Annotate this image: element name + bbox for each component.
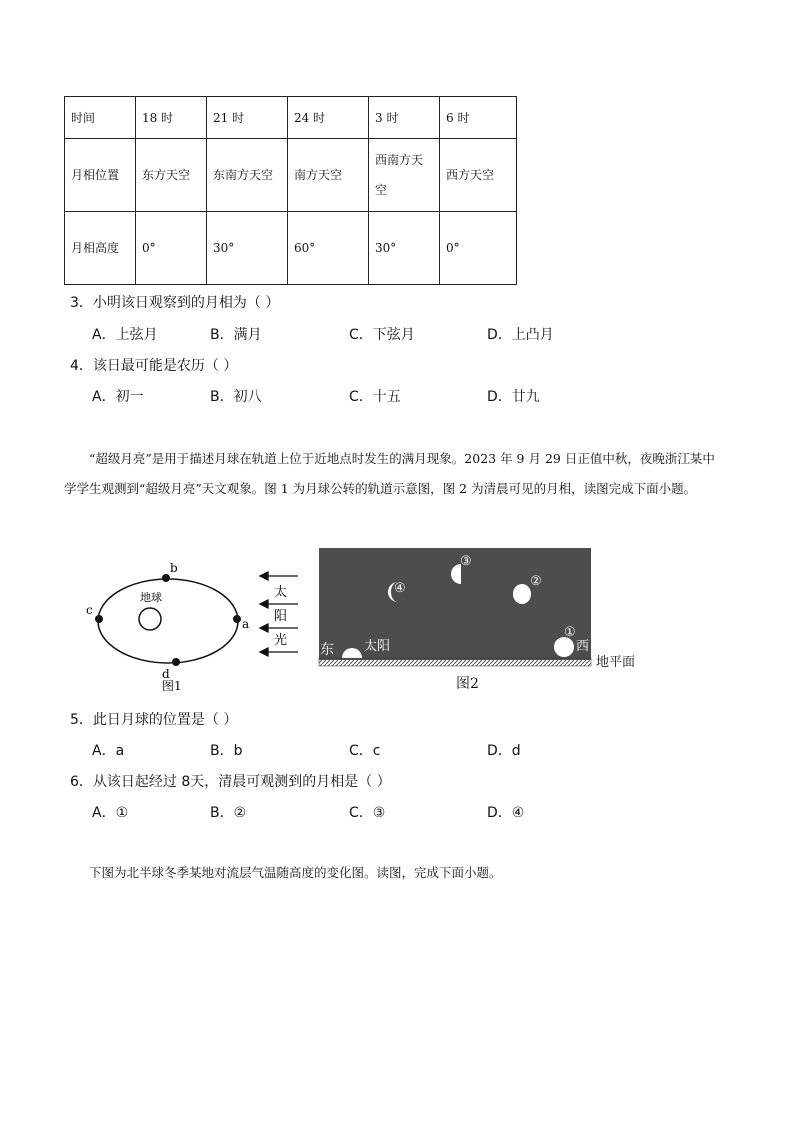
table-row: [65, 97, 517, 139]
moon-3-label: ③: [460, 554, 472, 569]
label-d: d: [162, 667, 170, 681]
question-5: 5．此日月球的位置是（ ）: [70, 712, 238, 728]
horizon-label: 地平面: [596, 655, 636, 670]
sunlight-label-1: 太: [274, 585, 288, 600]
label-c: c: [86, 603, 93, 617]
option-a[interactable]: A．a: [92, 743, 125, 759]
table-cell: 0°: [136, 212, 207, 285]
east-label: 东: [320, 642, 334, 658]
observation-table: [64, 96, 517, 285]
table-cell: 东方天空: [136, 139, 207, 212]
sunlight-label-2: 阳: [274, 609, 288, 624]
question-6: 6．从该日起经过 8天，清晨可观测到的月相是（ ）: [70, 774, 391, 790]
option-b[interactable]: B．②: [210, 805, 247, 821]
table-cell: 月相位置: [65, 139, 136, 212]
west-label: 西: [576, 639, 590, 654]
passage-1: “超级月亮”是用于描述月球在轨道上位于近地点时发生的满月现象。2023 年 9 月 29 日正值中秋，夜晚浙江某中学学生观测到“超级月亮”天文观象。图 1 为月球公转的轨道示意图，图 2 为清晨可见的月相，读图完成下面小题。: [64, 451, 715, 496]
option-d[interactable]: D．④: [487, 805, 525, 821]
option-c[interactable]: C．③: [349, 805, 386, 821]
option-d[interactable]: D．d: [487, 743, 521, 759]
table-row: [65, 212, 517, 285]
option-c[interactable]: C．c: [349, 743, 381, 759]
table-cell: 21 时: [207, 97, 288, 139]
moon-1-label: ①: [564, 625, 576, 640]
table-cell: 西方天空: [440, 139, 517, 212]
point-b: [162, 574, 170, 582]
table-cell: 东南方天空: [207, 139, 288, 212]
table-cell: 30°: [369, 212, 440, 285]
figure-2-caption: 图2: [456, 676, 479, 692]
figure-1-orbit-diagram: [80, 556, 310, 696]
passage-2: 下图为北半球冬季某地对流层气温随高度的变化图。读图，完成下面小题。: [89, 865, 502, 880]
table-cell: 24 时: [288, 97, 369, 139]
point-d: [172, 658, 180, 666]
table-row: [65, 139, 517, 212]
option-a[interactable]: A．上弦月: [92, 327, 158, 343]
option-a[interactable]: A．①: [92, 805, 129, 821]
label-b: b: [170, 561, 178, 575]
question-3: 3．小明该日观察到的月相为（ ）: [70, 295, 280, 311]
table-cell: 时间: [65, 97, 136, 139]
option-c[interactable]: C．十五: [349, 389, 401, 405]
table-cell: 南方天空: [288, 139, 369, 212]
option-c[interactable]: C．下弦月: [349, 327, 415, 343]
figure-2-moon-phase-diagram: [318, 548, 648, 693]
option-d[interactable]: D．廿九: [487, 389, 540, 405]
table-cell: 30°: [207, 212, 288, 285]
earth-label: 地球: [140, 591, 162, 604]
option-b[interactable]: B．b: [210, 743, 243, 759]
horizon-ground: [319, 658, 591, 666]
option-b[interactable]: B．初八: [210, 389, 262, 405]
table-cell: 3 时: [369, 97, 440, 139]
label-a: a: [242, 617, 250, 631]
table-cell: 西南方天空: [369, 139, 440, 212]
option-b[interactable]: B．满月: [210, 327, 262, 343]
question-4: 4．该日最可能是农历（ ）: [70, 358, 238, 374]
sunlight-label-3: 光: [274, 633, 288, 648]
sun-label: 太阳: [364, 639, 391, 654]
table-cell: 18 时: [136, 97, 207, 139]
table-cell: 60°: [288, 212, 369, 285]
moon-4-label: ④: [394, 581, 406, 596]
point-a: [233, 615, 241, 623]
table-cell: 6 时: [440, 97, 517, 139]
sky-background: [319, 548, 591, 660]
table-cell: 月相高度: [65, 212, 136, 285]
moon-1: [554, 637, 574, 657]
table-cell: 0°: [440, 212, 517, 285]
option-d[interactable]: D．上凸月: [487, 327, 554, 343]
moon-2-label: ②: [530, 574, 542, 589]
point-c: [95, 615, 103, 623]
option-a[interactable]: A．初一: [92, 389, 144, 405]
figure-1-caption: 图1: [162, 679, 182, 693]
earth-circle: [139, 608, 161, 630]
